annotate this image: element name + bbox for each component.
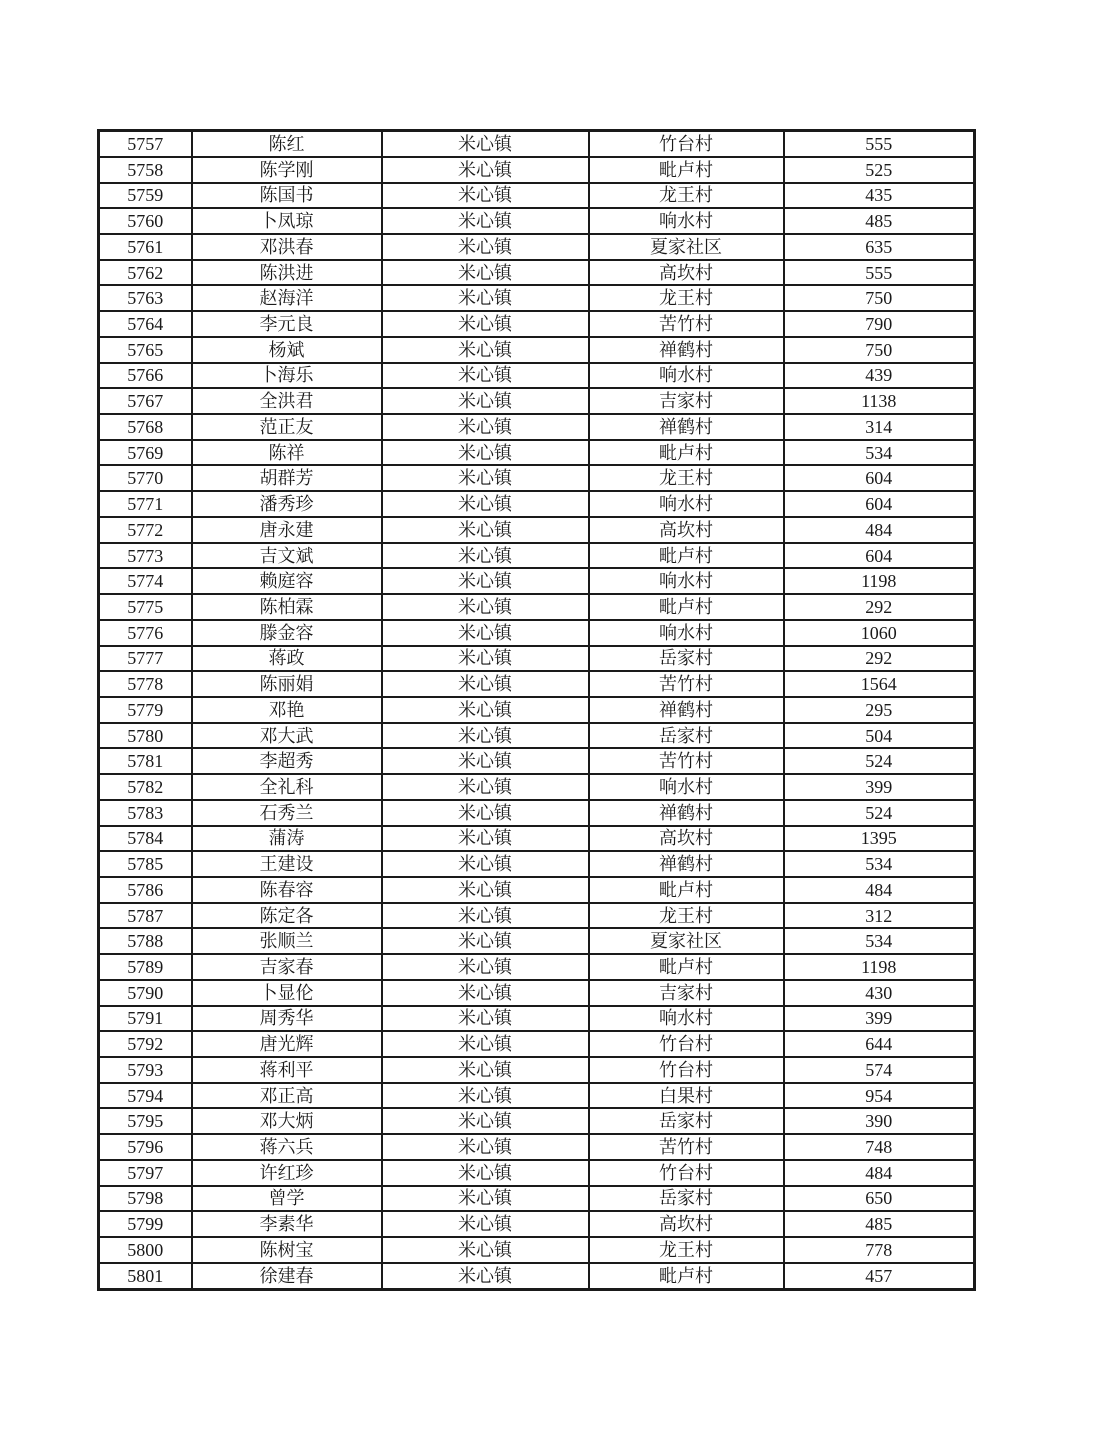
- cell-name: 蒋政: [192, 646, 382, 672]
- table-row: [99, 183, 975, 209]
- table-row: [99, 800, 975, 826]
- cell-serial: 5787: [99, 903, 192, 929]
- table-row: [99, 826, 975, 852]
- table-row: [99, 723, 975, 749]
- cell-name: 李元良: [192, 311, 382, 337]
- cell-village: 响水村: [589, 620, 784, 646]
- cell-amount: 292: [784, 594, 975, 620]
- cell-amount: 790: [784, 311, 975, 337]
- cell-village: 禅鹤村: [589, 337, 784, 363]
- cell-serial: 5794: [99, 1083, 192, 1109]
- cell-town: 米心镇: [382, 260, 589, 286]
- cell-amount: 1138: [784, 388, 975, 414]
- cell-town: 米心镇: [382, 234, 589, 260]
- cell-town: 米心镇: [382, 517, 589, 543]
- cell-amount: 312: [784, 903, 975, 929]
- cell-village: 禅鹤村: [589, 800, 784, 826]
- cell-serial: 5780: [99, 723, 192, 749]
- cell-name: 卜凤琼: [192, 208, 382, 234]
- cell-amount: 644: [784, 1031, 975, 1057]
- cell-name: 陈春容: [192, 877, 382, 903]
- cell-name: 滕金容: [192, 620, 382, 646]
- cell-serial: 5779: [99, 697, 192, 723]
- cell-serial: 5790: [99, 980, 192, 1006]
- cell-serial: 5798: [99, 1186, 192, 1212]
- cell-serial: 5769: [99, 440, 192, 466]
- cell-serial: 5784: [99, 826, 192, 852]
- table-row: [99, 1031, 975, 1057]
- table-row: [99, 208, 975, 234]
- cell-amount: 524: [784, 800, 975, 826]
- cell-serial: 5763: [99, 285, 192, 311]
- cell-amount: 314: [784, 414, 975, 440]
- table-row: [99, 517, 975, 543]
- cell-amount: 650: [784, 1186, 975, 1212]
- cell-amount: 555: [784, 131, 975, 157]
- cell-town: 米心镇: [382, 851, 589, 877]
- cell-serial: 5778: [99, 671, 192, 697]
- cell-town: 米心镇: [382, 363, 589, 389]
- cell-name: 陈柏霖: [192, 594, 382, 620]
- cell-serial: 5762: [99, 260, 192, 286]
- cell-name: 范正友: [192, 414, 382, 440]
- cell-village: 禅鹤村: [589, 697, 784, 723]
- cell-name: 蒋利平: [192, 1057, 382, 1083]
- cell-name: 陈丽娟: [192, 671, 382, 697]
- cell-name: 吉家春: [192, 954, 382, 980]
- cell-name: 周秀华: [192, 1006, 382, 1032]
- cell-town: 米心镇: [382, 183, 589, 209]
- table-row: [99, 1057, 975, 1083]
- cell-name: 邓洪春: [192, 234, 382, 260]
- cell-amount: 399: [784, 1006, 975, 1032]
- cell-village: 毗卢村: [589, 1263, 784, 1290]
- cell-village: 竹台村: [589, 1057, 784, 1083]
- cell-serial: 5793: [99, 1057, 192, 1083]
- cell-serial: 5766: [99, 363, 192, 389]
- table-row: [99, 543, 975, 569]
- table-row: [99, 594, 975, 620]
- cell-village: 竹台村: [589, 1031, 784, 1057]
- cell-amount: 534: [784, 928, 975, 954]
- cell-amount: 1060: [784, 620, 975, 646]
- cell-village: 毗卢村: [589, 157, 784, 183]
- table-row: [99, 1237, 975, 1263]
- cell-name: 王建设: [192, 851, 382, 877]
- cell-amount: 484: [784, 1160, 975, 1186]
- cell-serial: 5768: [99, 414, 192, 440]
- cell-town: 米心镇: [382, 440, 589, 466]
- cell-village: 高坎村: [589, 517, 784, 543]
- cell-serial: 5799: [99, 1211, 192, 1237]
- table-row: [99, 568, 975, 594]
- cell-amount: 292: [784, 646, 975, 672]
- cell-village: 响水村: [589, 774, 784, 800]
- cell-town: 米心镇: [382, 543, 589, 569]
- cell-serial: 5765: [99, 337, 192, 363]
- table-row: [99, 285, 975, 311]
- cell-town: 米心镇: [382, 1083, 589, 1109]
- cell-amount: 750: [784, 337, 975, 363]
- cell-amount: 555: [784, 260, 975, 286]
- cell-amount: 604: [784, 491, 975, 517]
- cell-town: 米心镇: [382, 774, 589, 800]
- cell-village: 龙王村: [589, 285, 784, 311]
- cell-amount: 435: [784, 183, 975, 209]
- cell-name: 唐永建: [192, 517, 382, 543]
- table-row: [99, 646, 975, 672]
- cell-name: 胡群芳: [192, 465, 382, 491]
- cell-name: 陈洪进: [192, 260, 382, 286]
- cell-amount: 604: [784, 465, 975, 491]
- cell-amount: 954: [784, 1083, 975, 1109]
- cell-serial: 5764: [99, 311, 192, 337]
- cell-town: 米心镇: [382, 1108, 589, 1134]
- table-row: [99, 131, 975, 157]
- cell-amount: 399: [784, 774, 975, 800]
- cell-serial: 5781: [99, 748, 192, 774]
- cell-amount: 778: [784, 1237, 975, 1263]
- cell-serial: 5791: [99, 1006, 192, 1032]
- cell-town: 米心镇: [382, 826, 589, 852]
- cell-amount: 534: [784, 851, 975, 877]
- cell-amount: 390: [784, 1108, 975, 1134]
- cell-serial: 5759: [99, 183, 192, 209]
- records-table: [97, 129, 976, 1291]
- cell-village: 响水村: [589, 568, 784, 594]
- cell-town: 米心镇: [382, 337, 589, 363]
- cell-village: 岳家村: [589, 1186, 784, 1212]
- cell-name: 邓大武: [192, 723, 382, 749]
- cell-town: 米心镇: [382, 131, 589, 157]
- cell-village: 响水村: [589, 1006, 784, 1032]
- cell-name: 蒋六兵: [192, 1134, 382, 1160]
- cell-serial: 5800: [99, 1237, 192, 1263]
- cell-village: 响水村: [589, 208, 784, 234]
- cell-serial: 5771: [99, 491, 192, 517]
- cell-village: 禅鹤村: [589, 414, 784, 440]
- cell-town: 米心镇: [382, 1186, 589, 1212]
- cell-name: 赖庭容: [192, 568, 382, 594]
- table-row: [99, 311, 975, 337]
- cell-village: 岳家村: [589, 723, 784, 749]
- cell-town: 米心镇: [382, 748, 589, 774]
- cell-serial: 5772: [99, 517, 192, 543]
- cell-town: 米心镇: [382, 928, 589, 954]
- cell-amount: 750: [784, 285, 975, 311]
- table-row: [99, 748, 975, 774]
- table-row: [99, 903, 975, 929]
- table-row: [99, 491, 975, 517]
- cell-name: 陈定各: [192, 903, 382, 929]
- cell-town: 米心镇: [382, 157, 589, 183]
- cell-name: 李素华: [192, 1211, 382, 1237]
- cell-town: 米心镇: [382, 1237, 589, 1263]
- cell-serial: 5795: [99, 1108, 192, 1134]
- cell-town: 米心镇: [382, 1057, 589, 1083]
- cell-amount: 295: [784, 697, 975, 723]
- cell-amount: 1198: [784, 954, 975, 980]
- table-row: [99, 1134, 975, 1160]
- table-row: [99, 877, 975, 903]
- cell-serial: 5789: [99, 954, 192, 980]
- cell-name: 潘秀珍: [192, 491, 382, 517]
- records-table-body: [99, 131, 975, 1290]
- table-row: [99, 260, 975, 286]
- cell-town: 米心镇: [382, 491, 589, 517]
- cell-amount: 439: [784, 363, 975, 389]
- cell-town: 米心镇: [382, 388, 589, 414]
- cell-serial: 5782: [99, 774, 192, 800]
- cell-name: 赵海洋: [192, 285, 382, 311]
- cell-name: 邓艳: [192, 697, 382, 723]
- cell-name: 张顺兰: [192, 928, 382, 954]
- cell-town: 米心镇: [382, 568, 589, 594]
- cell-serial: 5783: [99, 800, 192, 826]
- cell-amount: 604: [784, 543, 975, 569]
- cell-serial: 5776: [99, 620, 192, 646]
- cell-town: 米心镇: [382, 414, 589, 440]
- cell-name: 陈国书: [192, 183, 382, 209]
- cell-amount: 485: [784, 1211, 975, 1237]
- table-row: [99, 954, 975, 980]
- table-row: [99, 620, 975, 646]
- table-row: [99, 234, 975, 260]
- cell-name: 吉文斌: [192, 543, 382, 569]
- table-row: [99, 671, 975, 697]
- cell-village: 龙王村: [589, 1237, 784, 1263]
- cell-amount: 504: [784, 723, 975, 749]
- table-row: [99, 363, 975, 389]
- cell-village: 岳家村: [589, 1108, 784, 1134]
- cell-village: 响水村: [589, 491, 784, 517]
- table-row: [99, 1186, 975, 1212]
- cell-name: 卜海乐: [192, 363, 382, 389]
- cell-village: 毗卢村: [589, 440, 784, 466]
- cell-town: 米心镇: [382, 594, 589, 620]
- cell-name: 李超秀: [192, 748, 382, 774]
- cell-serial: 5788: [99, 928, 192, 954]
- cell-serial: 5761: [99, 234, 192, 260]
- cell-village: 毗卢村: [589, 877, 784, 903]
- table-row: [99, 1263, 975, 1290]
- cell-village: 吉家村: [589, 388, 784, 414]
- cell-village: 苦竹村: [589, 1134, 784, 1160]
- table-row: [99, 1211, 975, 1237]
- cell-town: 米心镇: [382, 1160, 589, 1186]
- cell-town: 米心镇: [382, 1134, 589, 1160]
- cell-name: 全洪君: [192, 388, 382, 414]
- cell-town: 米心镇: [382, 311, 589, 337]
- table-row: [99, 1108, 975, 1134]
- cell-village: 响水村: [589, 363, 784, 389]
- cell-village: 高坎村: [589, 1211, 784, 1237]
- cell-serial: 5767: [99, 388, 192, 414]
- cell-amount: 457: [784, 1263, 975, 1290]
- cell-town: 米心镇: [382, 1263, 589, 1290]
- cell-village: 禅鹤村: [589, 851, 784, 877]
- cell-village: 龙王村: [589, 903, 784, 929]
- cell-town: 米心镇: [382, 903, 589, 929]
- table-row: [99, 1083, 975, 1109]
- cell-name: 陈祥: [192, 440, 382, 466]
- cell-amount: 1395: [784, 826, 975, 852]
- cell-amount: 485: [784, 208, 975, 234]
- cell-serial: 5773: [99, 543, 192, 569]
- cell-amount: 748: [784, 1134, 975, 1160]
- cell-name: 石秀兰: [192, 800, 382, 826]
- table-row: [99, 697, 975, 723]
- cell-town: 米心镇: [382, 671, 589, 697]
- cell-name: 蒲涛: [192, 826, 382, 852]
- cell-village: 龙王村: [589, 465, 784, 491]
- cell-amount: 484: [784, 517, 975, 543]
- table-row: [99, 1006, 975, 1032]
- cell-town: 米心镇: [382, 954, 589, 980]
- cell-name: 全礼科: [192, 774, 382, 800]
- cell-village: 竹台村: [589, 1160, 784, 1186]
- cell-serial: 5757: [99, 131, 192, 157]
- cell-village: 夏家社区: [589, 234, 784, 260]
- cell-name: 曾学: [192, 1186, 382, 1212]
- cell-town: 米心镇: [382, 980, 589, 1006]
- cell-amount: 484: [784, 877, 975, 903]
- cell-name: 邓正高: [192, 1083, 382, 1109]
- cell-serial: 5801: [99, 1263, 192, 1290]
- cell-village: 吉家村: [589, 980, 784, 1006]
- cell-name: 唐光辉: [192, 1031, 382, 1057]
- cell-name: 陈学刚: [192, 157, 382, 183]
- table-row: [99, 440, 975, 466]
- cell-village: 苦竹村: [589, 748, 784, 774]
- cell-amount: 635: [784, 234, 975, 260]
- cell-town: 米心镇: [382, 646, 589, 672]
- cell-name: 许红珍: [192, 1160, 382, 1186]
- cell-village: 龙王村: [589, 183, 784, 209]
- table-row: [99, 1160, 975, 1186]
- cell-village: 毗卢村: [589, 543, 784, 569]
- cell-town: 米心镇: [382, 877, 589, 903]
- cell-village: 高坎村: [589, 260, 784, 286]
- cell-town: 米心镇: [382, 285, 589, 311]
- cell-serial: 5775: [99, 594, 192, 620]
- table-row: [99, 774, 975, 800]
- cell-serial: 5792: [99, 1031, 192, 1057]
- cell-village: 高坎村: [589, 826, 784, 852]
- cell-serial: 5785: [99, 851, 192, 877]
- cell-village: 苦竹村: [589, 671, 784, 697]
- cell-name: 徐建春: [192, 1263, 382, 1290]
- cell-town: 米心镇: [382, 1031, 589, 1057]
- cell-village: 白果村: [589, 1083, 784, 1109]
- cell-serial: 5770: [99, 465, 192, 491]
- cell-amount: 1198: [784, 568, 975, 594]
- cell-serial: 5760: [99, 208, 192, 234]
- cell-serial: 5774: [99, 568, 192, 594]
- cell-name: 卜显伦: [192, 980, 382, 1006]
- cell-name: 杨斌: [192, 337, 382, 363]
- cell-village: 苦竹村: [589, 311, 784, 337]
- cell-village: 毗卢村: [589, 594, 784, 620]
- cell-name: 陈红: [192, 131, 382, 157]
- cell-town: 米心镇: [382, 1006, 589, 1032]
- cell-amount: 524: [784, 748, 975, 774]
- table-row: [99, 157, 975, 183]
- cell-serial: 5777: [99, 646, 192, 672]
- cell-serial: 5786: [99, 877, 192, 903]
- cell-amount: 534: [784, 440, 975, 466]
- cell-name: 邓大炳: [192, 1108, 382, 1134]
- cell-amount: 430: [784, 980, 975, 1006]
- cell-town: 米心镇: [382, 465, 589, 491]
- cell-town: 米心镇: [382, 620, 589, 646]
- cell-serial: 5796: [99, 1134, 192, 1160]
- cell-town: 米心镇: [382, 208, 589, 234]
- cell-town: 米心镇: [382, 800, 589, 826]
- cell-amount: 574: [784, 1057, 975, 1083]
- cell-town: 米心镇: [382, 723, 589, 749]
- table-row: [99, 851, 975, 877]
- table-row: [99, 928, 975, 954]
- cell-name: 陈树宝: [192, 1237, 382, 1263]
- cell-village: 岳家村: [589, 646, 784, 672]
- table-row: [99, 414, 975, 440]
- table-row: [99, 337, 975, 363]
- cell-village: 竹台村: [589, 131, 784, 157]
- cell-village: 夏家社区: [589, 928, 784, 954]
- cell-amount: 525: [784, 157, 975, 183]
- cell-serial: 5758: [99, 157, 192, 183]
- cell-serial: 5797: [99, 1160, 192, 1186]
- table-row: [99, 980, 975, 1006]
- cell-village: 毗卢村: [589, 954, 784, 980]
- cell-amount: 1564: [784, 671, 975, 697]
- cell-town: 米心镇: [382, 1211, 589, 1237]
- table-row: [99, 388, 975, 414]
- cell-town: 米心镇: [382, 697, 589, 723]
- table-row: [99, 465, 975, 491]
